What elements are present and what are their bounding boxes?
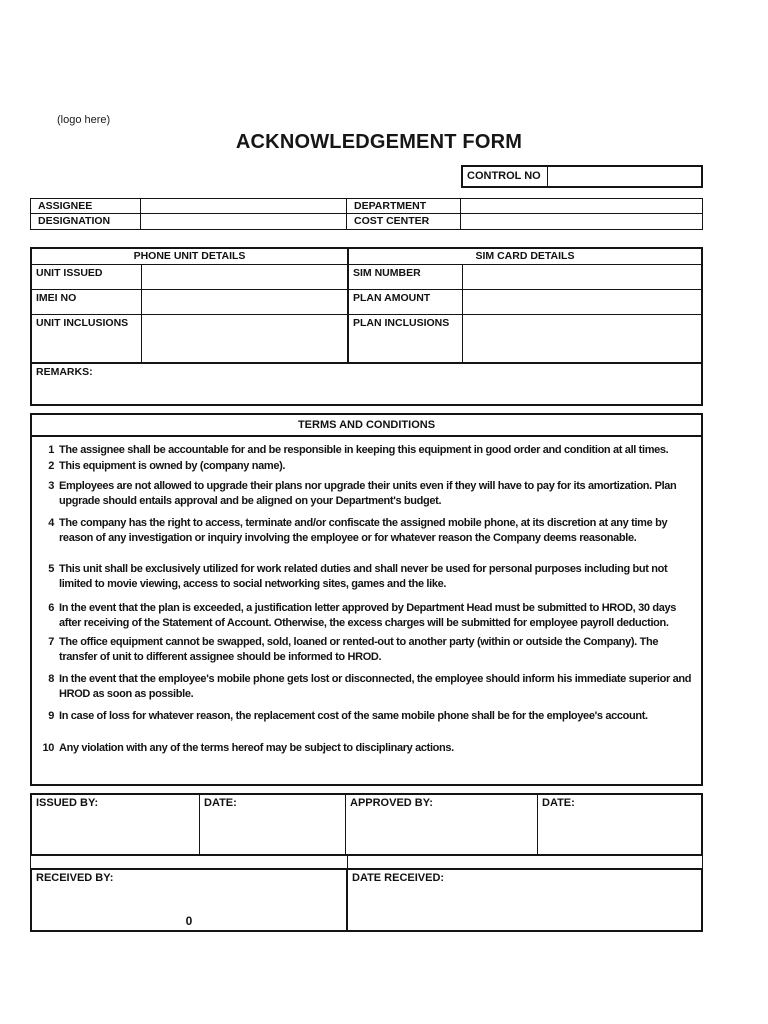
- department-label: DEPARTMENT: [347, 199, 461, 214]
- approved-date-label: DATE:: [542, 797, 575, 809]
- details-header-row: [32, 249, 701, 265]
- terms-item-8: [32, 672, 693, 702]
- sim-card-details-header: SIM CARD DETAILS: [475, 250, 575, 262]
- designation-label: DESIGNATION: [31, 214, 141, 229]
- term-number: 10: [42, 742, 54, 754]
- unit-details-table: [30, 247, 703, 406]
- terms-item-6: [32, 601, 693, 631]
- terms-and-conditions-section: [30, 413, 703, 786]
- terms-item-10: [32, 741, 693, 756]
- term-text: This equipment is owned by (company name).: [59, 460, 286, 472]
- term-text: The office equipment cannot be swapped, sold, loaned or rented-out to another party (within or outside the Company). The transfer of unit to different assignee should be informed to HROD.: [59, 636, 659, 663]
- term-number: 4: [48, 517, 54, 529]
- plan-inclusions-label: PLAN INCLUSIONS: [349, 315, 463, 362]
- issued-approved-table: [30, 793, 703, 856]
- spacer-cell: [348, 856, 702, 868]
- term-text: Any violation with any of the terms hereof may be subject to disciplinary actions.: [59, 742, 454, 754]
- terms-item-4: [32, 516, 693, 546]
- cost-center-label: COST CENTER: [347, 214, 461, 229]
- unit-issued-label: UNIT ISSUED: [32, 265, 142, 289]
- assignee-label: ASSIGNEE: [31, 199, 141, 214]
- control-no-label: CONTROL NO: [463, 167, 548, 186]
- term-text: The assignee shall be accountable for and be responsible in keeping this equipment in good order and condition at all times.: [59, 444, 669, 456]
- spacer-cell: [31, 856, 348, 868]
- term-number: 3: [48, 480, 54, 492]
- term-text: This unit shall be exclusively utilized for work related duties and shall never be used for personal purposes including but not limited to movie viewing, access to social networking sites, games and the like.: [59, 563, 668, 590]
- terms-title: TERMS AND CONDITIONS: [32, 415, 701, 437]
- term-text: In case of loss for whatever reason, the replacement cost of the same mobile phone shall be for the employee's account.: [59, 710, 648, 722]
- remarks-label: REMARKS:: [32, 363, 701, 404]
- term-number: 7: [48, 636, 54, 648]
- imei-no-label: IMEI NO: [32, 290, 142, 314]
- signature-spacer-row: [30, 856, 703, 868]
- unit-issued-value: [142, 265, 349, 289]
- term-text: In the event that the plan is exceeded, a justification letter approved by Department Head must be submitted to HROD, 30 days after receiving of the Statement of Account. Otherwise, the excess charges will be submitted for employee payroll deduction.: [59, 602, 677, 629]
- terms-item-2: [32, 459, 693, 474]
- assignee-value: [141, 199, 347, 214]
- unit-inclusions-value: [142, 315, 349, 362]
- received-table: [30, 868, 703, 932]
- logo-placeholder: (logo here): [57, 114, 111, 126]
- table-row: [32, 290, 701, 315]
- term-number: 1: [48, 444, 54, 456]
- term-text: Employees are not allowed to upgrade their plans nor upgrade their units even if they will have to pay for its amortization. Plan upgrade should entails approval and be aligned on your Department's budget.: [59, 480, 677, 507]
- term-number: 6: [48, 602, 54, 614]
- received-by-cell: [32, 870, 348, 930]
- term-text: The company has the right to access, terminate and/or confiscate the assigned mobile phone, at its discretion at any time by reason of any investigation or inquiry involving the employee or for whatever reason the Company deems reasonable.: [59, 517, 668, 544]
- table-row: [32, 315, 701, 363]
- sim-number-value: [463, 265, 701, 289]
- term-number: 8: [48, 673, 54, 685]
- issued-by-label: ISSUED BY:: [32, 795, 200, 854]
- assignee-table: [30, 198, 703, 230]
- cost-center-value: [461, 214, 702, 229]
- plan-inclusions-value: [463, 315, 701, 362]
- imei-no-value: [142, 290, 349, 314]
- department-value: [461, 199, 702, 214]
- term-number: 5: [48, 563, 54, 575]
- term-number: 2: [48, 460, 54, 472]
- terms-item-3: [32, 479, 693, 509]
- table-row: [32, 265, 701, 290]
- page-title: ACKNOWLEDGEMENT FORM: [235, 131, 523, 153]
- date-received-cell: [348, 870, 701, 930]
- control-no-box: [461, 165, 703, 188]
- plan-amount-label: PLAN AMOUNT: [349, 290, 463, 314]
- unit-inclusions-label: UNIT INCLUSIONS: [32, 315, 142, 362]
- terms-item-5: [32, 562, 693, 592]
- terms-item-7: [32, 635, 693, 665]
- designation-value: [141, 214, 347, 229]
- terms-item-1: [32, 443, 693, 458]
- phone-unit-details-header: PHONE UNIT DETAILS: [32, 249, 349, 264]
- plan-amount-value: [463, 290, 701, 314]
- control-no-value: [548, 167, 701, 186]
- date-received-label: DATE RECEIVED:: [352, 872, 445, 884]
- sim-number-label: SIM NUMBER: [349, 265, 463, 289]
- received-by-value: 0: [185, 914, 193, 928]
- term-number: 9: [48, 710, 54, 722]
- issued-date-label: DATE:: [200, 795, 346, 854]
- received-by-label: RECEIVED BY:: [36, 872, 114, 884]
- term-text: In the event that the employee's mobile phone gets lost or disconnected, the employee should inform his immediate superior and HROD as soon as possible.: [59, 673, 692, 700]
- terms-list: [32, 437, 701, 756]
- approved-by-label: APPROVED BY:: [346, 795, 538, 854]
- terms-item-9: [32, 709, 693, 724]
